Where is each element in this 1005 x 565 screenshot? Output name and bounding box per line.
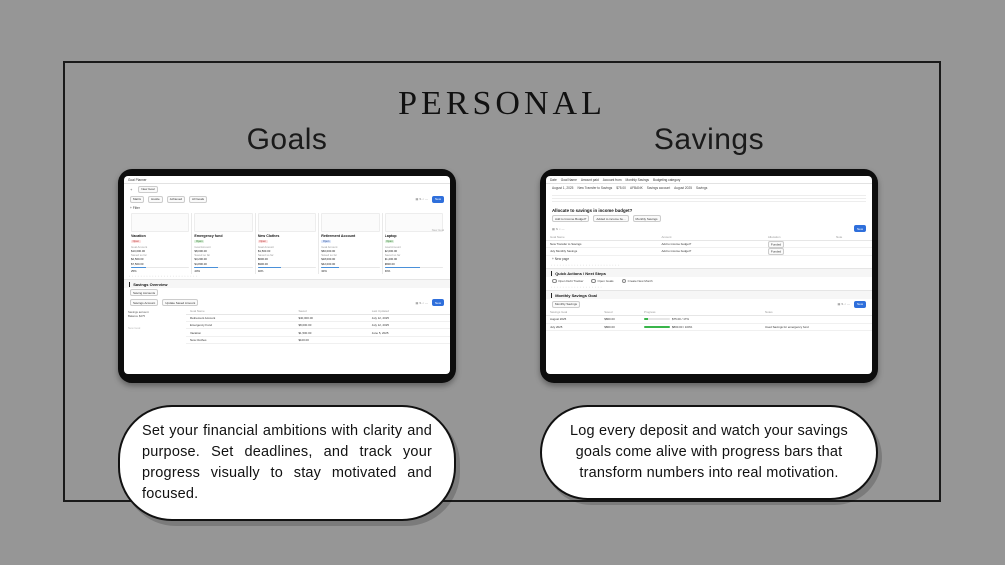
cell-goal-name: New Transfer to Savings — [577, 185, 613, 190]
column-header: Saved — [600, 309, 640, 316]
subtoolbar-row — [124, 298, 450, 308]
status-badge: Funded — [768, 248, 784, 255]
filter-chip-hustle[interactable]: Hustle — [148, 196, 163, 203]
account-name: Savings account — [128, 309, 149, 314]
column-header: Notes — [761, 309, 872, 316]
cell-amount: Add to income budget? — [657, 248, 763, 255]
goal-row-label: Saved so far — [384, 253, 401, 258]
column-header: Monthly Savings — [625, 177, 649, 182]
section-chip-row — [124, 288, 450, 298]
circle-icon — [591, 279, 596, 284]
goal-row-value: $42,000.00 — [321, 261, 336, 266]
goal-row-label: Goal Amount — [257, 244, 274, 249]
view-icons[interactable]: ▦ ⇅ ⌕ ⋯ — [415, 197, 428, 201]
section-accent-bar — [129, 282, 130, 287]
goal-row-value: $2,500.00 — [131, 257, 144, 262]
section-header-monthly-savings-goal — [546, 290, 872, 299]
filter-label-row — [124, 204, 450, 211]
circle-icon — [552, 279, 557, 284]
goal-row-value: $3,200.00 — [194, 257, 207, 262]
cell-updated: June 5, 2025 — [368, 329, 450, 336]
pagination-dots: • • • • • • • • • • • • • • • • • • • • • • • • — [129, 274, 198, 278]
new-button[interactable]: New — [854, 301, 866, 308]
record-row[interactable] — [546, 184, 872, 191]
status-badge: Open — [196, 240, 203, 243]
update-saved-amount-button[interactable]: Update Saved Amount — [162, 299, 198, 306]
progress-bar — [321, 267, 379, 269]
goal-progress-value: 40% — [194, 269, 201, 274]
goal-row — [258, 269, 316, 273]
section-accent-bar — [551, 293, 552, 298]
goal-card-title: New Clothes — [257, 234, 280, 238]
goal-row-label: Goal Amount — [321, 244, 338, 249]
column-header: Amount — [657, 234, 763, 241]
chip-add-to-income-budget[interactable]: Add to Income Budget? — [552, 215, 589, 222]
cell-allocation — [764, 248, 832, 255]
status-badge: Open — [259, 240, 266, 243]
cell-saved: $40,000.00 — [294, 314, 367, 321]
progress-bar — [131, 267, 189, 269]
cell-note — [832, 240, 872, 247]
new-button[interactable]: New — [432, 196, 444, 203]
cell-goal-name: Vacation — [186, 329, 294, 336]
question-heading: Allocate to savings in income budget? — [552, 207, 633, 213]
cell-updated: July 12, 2025 — [368, 314, 450, 321]
column-header: Goal Name — [546, 234, 657, 241]
table-row — [186, 314, 450, 321]
goal-row-value: $4,800.00 — [194, 261, 207, 266]
goal-row — [321, 269, 379, 273]
new-page-row[interactable] — [546, 256, 872, 263]
cell-progress — [640, 323, 761, 330]
tablet-mockup-goals — [118, 169, 456, 383]
column-header: Date — [550, 177, 557, 182]
cell-date: August 1, 2025 — [552, 185, 574, 190]
goal-row-value: $800.00 — [384, 261, 395, 266]
column-header: Progress — [640, 309, 761, 316]
goal-row — [321, 262, 379, 266]
goal-row-value: $8,000.00 — [194, 249, 207, 253]
goal-progress-value: 60% — [384, 269, 391, 274]
new-button[interactable]: New — [432, 299, 444, 306]
filter-label[interactable]: + Filter — [130, 205, 140, 210]
plus-icon[interactable]: + — [130, 186, 133, 192]
status-badge: Open — [322, 240, 330, 243]
progress-bar — [194, 267, 252, 269]
cell-updated: July 12, 2025 — [368, 321, 450, 328]
column-header: Goal Name — [560, 177, 577, 182]
goal-card-title: Retirement Account — [321, 234, 356, 238]
cell-month: August 2025 — [546, 316, 600, 323]
goal-card[interactable] — [129, 213, 192, 274]
caption-text: Set your financial ambitions with clarity and purpose. Set deadlines, and track your progress visually to stay motivated and focused. — [142, 423, 432, 502]
cell-amount: $75.00 — [616, 185, 626, 190]
goal-card-thumb — [321, 213, 379, 232]
goal-card[interactable] — [319, 213, 382, 274]
goal-row-value: $10,000.00 — [131, 249, 145, 253]
circle-icon — [622, 279, 627, 284]
new-goal-button[interactable]: New Goal — [138, 186, 157, 193]
goal-row — [194, 269, 252, 273]
cell-updated — [368, 336, 450, 343]
section-header-savings-overview — [124, 279, 450, 288]
goal-card-title: Vacation — [131, 234, 146, 238]
goal-card-title: Emergency fund — [194, 234, 223, 238]
goal-row — [385, 269, 443, 273]
column-header: Amount paid — [580, 177, 599, 182]
column-header: Saved — [294, 308, 367, 315]
cell-account: AFBANK — [629, 185, 643, 190]
monthly-savings-table — [546, 309, 872, 331]
goal-row — [194, 262, 252, 266]
savings-table — [186, 308, 450, 345]
status-badge: Open — [386, 240, 393, 243]
table-row — [546, 240, 872, 247]
new-page-label[interactable]: + New page — [552, 257, 570, 262]
filter-chip-achieved[interactable]: Achieved — [167, 196, 185, 203]
cell-saved: $100.00 — [294, 336, 367, 343]
goal-card-title: Laptop — [384, 234, 397, 238]
progress-bar — [385, 267, 443, 269]
filter-chip-matrix[interactable]: Matrix — [130, 196, 144, 203]
filter-chip-all-goals[interactable]: All Goals — [189, 196, 207, 203]
column-header: Last Updated — [368, 308, 450, 315]
goal-row-label: Saved so far — [257, 253, 274, 258]
goal-row — [131, 269, 189, 273]
pagination-dots: • • • • • • • • • • • • • • • • • • — [551, 286, 602, 290]
cell-saved: $1,500.00 — [294, 329, 367, 336]
goal-row-value: $2,000.00 — [384, 249, 398, 253]
cell-saved: $800.00 — [600, 316, 640, 323]
goal-row-label: Saved so far — [321, 253, 337, 258]
slide-frame — [63, 61, 941, 502]
savings-account-button[interactable]: Savings Account — [130, 299, 158, 306]
table-row — [186, 336, 450, 343]
table-row — [186, 321, 450, 328]
goal-card-thumb — [194, 213, 252, 232]
toolbar-row — [546, 224, 872, 234]
tab-monthly-savings[interactable]: Monthly Savings — [552, 301, 580, 308]
goal-row-label: Saved so far — [194, 253, 211, 258]
footer-note: New Goal — [128, 326, 141, 331]
panel-heading-savings: Savings — [653, 123, 765, 156]
tablet-mockup-savings — [540, 169, 878, 383]
goal-row — [258, 262, 316, 266]
allocation-table — [546, 234, 872, 256]
goal-row-value: $600.00 — [257, 257, 268, 262]
new-button[interactable]: New — [854, 225, 866, 232]
goal-card[interactable] — [383, 213, 445, 274]
cell-allocation — [764, 240, 832, 247]
cell-note — [832, 248, 872, 255]
view-icons[interactable]: ▦ ⇅ ⌕ ⋯ — [837, 302, 850, 307]
goal-row-label: Saved so far — [131, 253, 147, 258]
progress-label: $75.00 / 17% — [671, 317, 689, 322]
cell-saved: $800.00 — [600, 323, 640, 330]
cell-goal-name: Retirement Account — [186, 314, 294, 321]
panel-heading-goals: Goals — [246, 123, 328, 156]
column-header: Note — [832, 234, 872, 241]
cell-month: July 2025 — [546, 323, 600, 330]
column-header: Budgeting category — [652, 177, 681, 182]
toolbar-row — [124, 184, 450, 194]
goal-row-value: $900.00 — [257, 261, 268, 266]
caption-bubble-goals — [118, 405, 456, 521]
goal-row-value: $60,000.00 — [321, 249, 336, 253]
chip-monthly-savings[interactable]: Monthly Savings — [633, 215, 661, 222]
section-accent-bar — [551, 271, 552, 276]
cell-note: Used Savings for emergency fund — [761, 323, 872, 330]
panel-savings — [499, 123, 919, 500]
goal-card-thumb — [131, 213, 189, 232]
goal-progress-value: 40% — [257, 269, 264, 274]
table-row — [546, 248, 872, 255]
goal-row-value: $18,000.00 — [321, 257, 336, 262]
goal-row-value: $7,500.00 — [131, 261, 144, 266]
tablet-screen-goals — [124, 176, 450, 374]
goal-progress-value: 30% — [321, 269, 327, 274]
quick-action-open-debt-tracker[interactable] — [552, 279, 583, 284]
quick-action-label: Create New Month — [627, 278, 653, 283]
goal-card[interactable] — [256, 213, 319, 274]
cell-goal-name: Emergency Fund — [186, 321, 294, 328]
goal-row-label: Goal Amount — [384, 244, 401, 249]
quick-action-label: Open Goals — [597, 278, 614, 283]
account-balance: Balance $275 — [128, 313, 146, 318]
status-badge: Open — [132, 240, 140, 243]
quick-action-open-goals[interactable] — [591, 279, 613, 284]
quick-action-create-new-month[interactable] — [622, 279, 653, 284]
column-header: Savings Goal — [546, 309, 600, 316]
cell-month: August 2025 — [674, 185, 692, 190]
goal-row-value: $1,200.00 — [384, 257, 398, 262]
view-icons[interactable]: ▦ ⇅ ⌕ ⋯ — [415, 300, 428, 305]
goal-progress-value: 25% — [131, 269, 137, 274]
chips-row — [546, 214, 872, 224]
section-title: Savings Overview — [133, 281, 168, 287]
chip-added-to-income-budget[interactable]: Added to income bu... — [593, 215, 628, 222]
cell-saved: $8,000.00 — [294, 321, 367, 328]
table-row — [546, 316, 872, 323]
caption-bubble-savings — [540, 405, 878, 500]
side-note: New Goal — [431, 228, 444, 232]
goal-card[interactable] — [192, 213, 255, 274]
placeholder-lines — [546, 191, 872, 205]
cell-savings-account: Savings account — [646, 185, 671, 190]
tab-saving-accounts[interactable]: Saving Accounts — [130, 289, 158, 296]
section-header-quick-actions — [546, 268, 872, 277]
table-row — [186, 329, 450, 336]
table-row — [546, 323, 872, 330]
quick-actions-row — [546, 277, 872, 286]
goal-row — [385, 262, 443, 266]
cell-goal-name: July Monthly Savings — [546, 248, 657, 255]
monthly-chip-row — [546, 299, 872, 309]
filter-row — [124, 194, 450, 204]
app-topbar — [546, 176, 872, 184]
caption-text: Log every deposit and watch your savings goals come alive with progress bars that transform numbers into real motivation. — [569, 423, 849, 481]
goal-row-label: Goal Amount — [131, 244, 148, 249]
status-badge: Funded — [768, 241, 784, 248]
cell-note — [761, 316, 872, 323]
app-topbar — [124, 176, 450, 184]
progress-bar — [644, 318, 670, 320]
cell-goal-name: New Transfer to Savings — [546, 240, 657, 247]
column-header: Allocation — [764, 234, 832, 241]
panel-goals — [77, 123, 497, 521]
quick-action-label: Open Debt Tracker — [558, 278, 584, 283]
cell-amount: Add to income budget? — [657, 240, 763, 247]
section-title: Monthly Savings Goal — [555, 293, 597, 299]
cell-progress — [640, 316, 761, 323]
breadcrumb: Goal Planner — [128, 177, 147, 182]
goal-row — [131, 262, 189, 266]
goal-card-thumb — [258, 213, 316, 232]
cell-goal-name: New Clothes — [186, 336, 294, 343]
progress-label: $800.00 / 100% — [671, 324, 693, 329]
cell-category: Savings — [696, 185, 708, 190]
tablet-screen-savings — [546, 176, 872, 374]
view-icons[interactable]: ▦ ⇅ ⌕ ⋯ — [552, 226, 565, 231]
section-title: Quick Actions / Next Steps — [555, 270, 606, 276]
page-title: PERSONAL — [398, 85, 606, 122]
pagination-dots: • • • • • • • • • • • • • • • • • • • • • • • • — [551, 263, 620, 267]
goal-row-label: Goal Amount — [194, 244, 211, 249]
column-header: Goal Name — [186, 308, 294, 315]
column-header: Account from — [602, 177, 622, 182]
goal-card-grid — [124, 211, 450, 274]
progress-bar — [644, 326, 670, 328]
goal-row-value: $1,500.00 — [257, 249, 271, 253]
progress-bar — [258, 267, 316, 269]
